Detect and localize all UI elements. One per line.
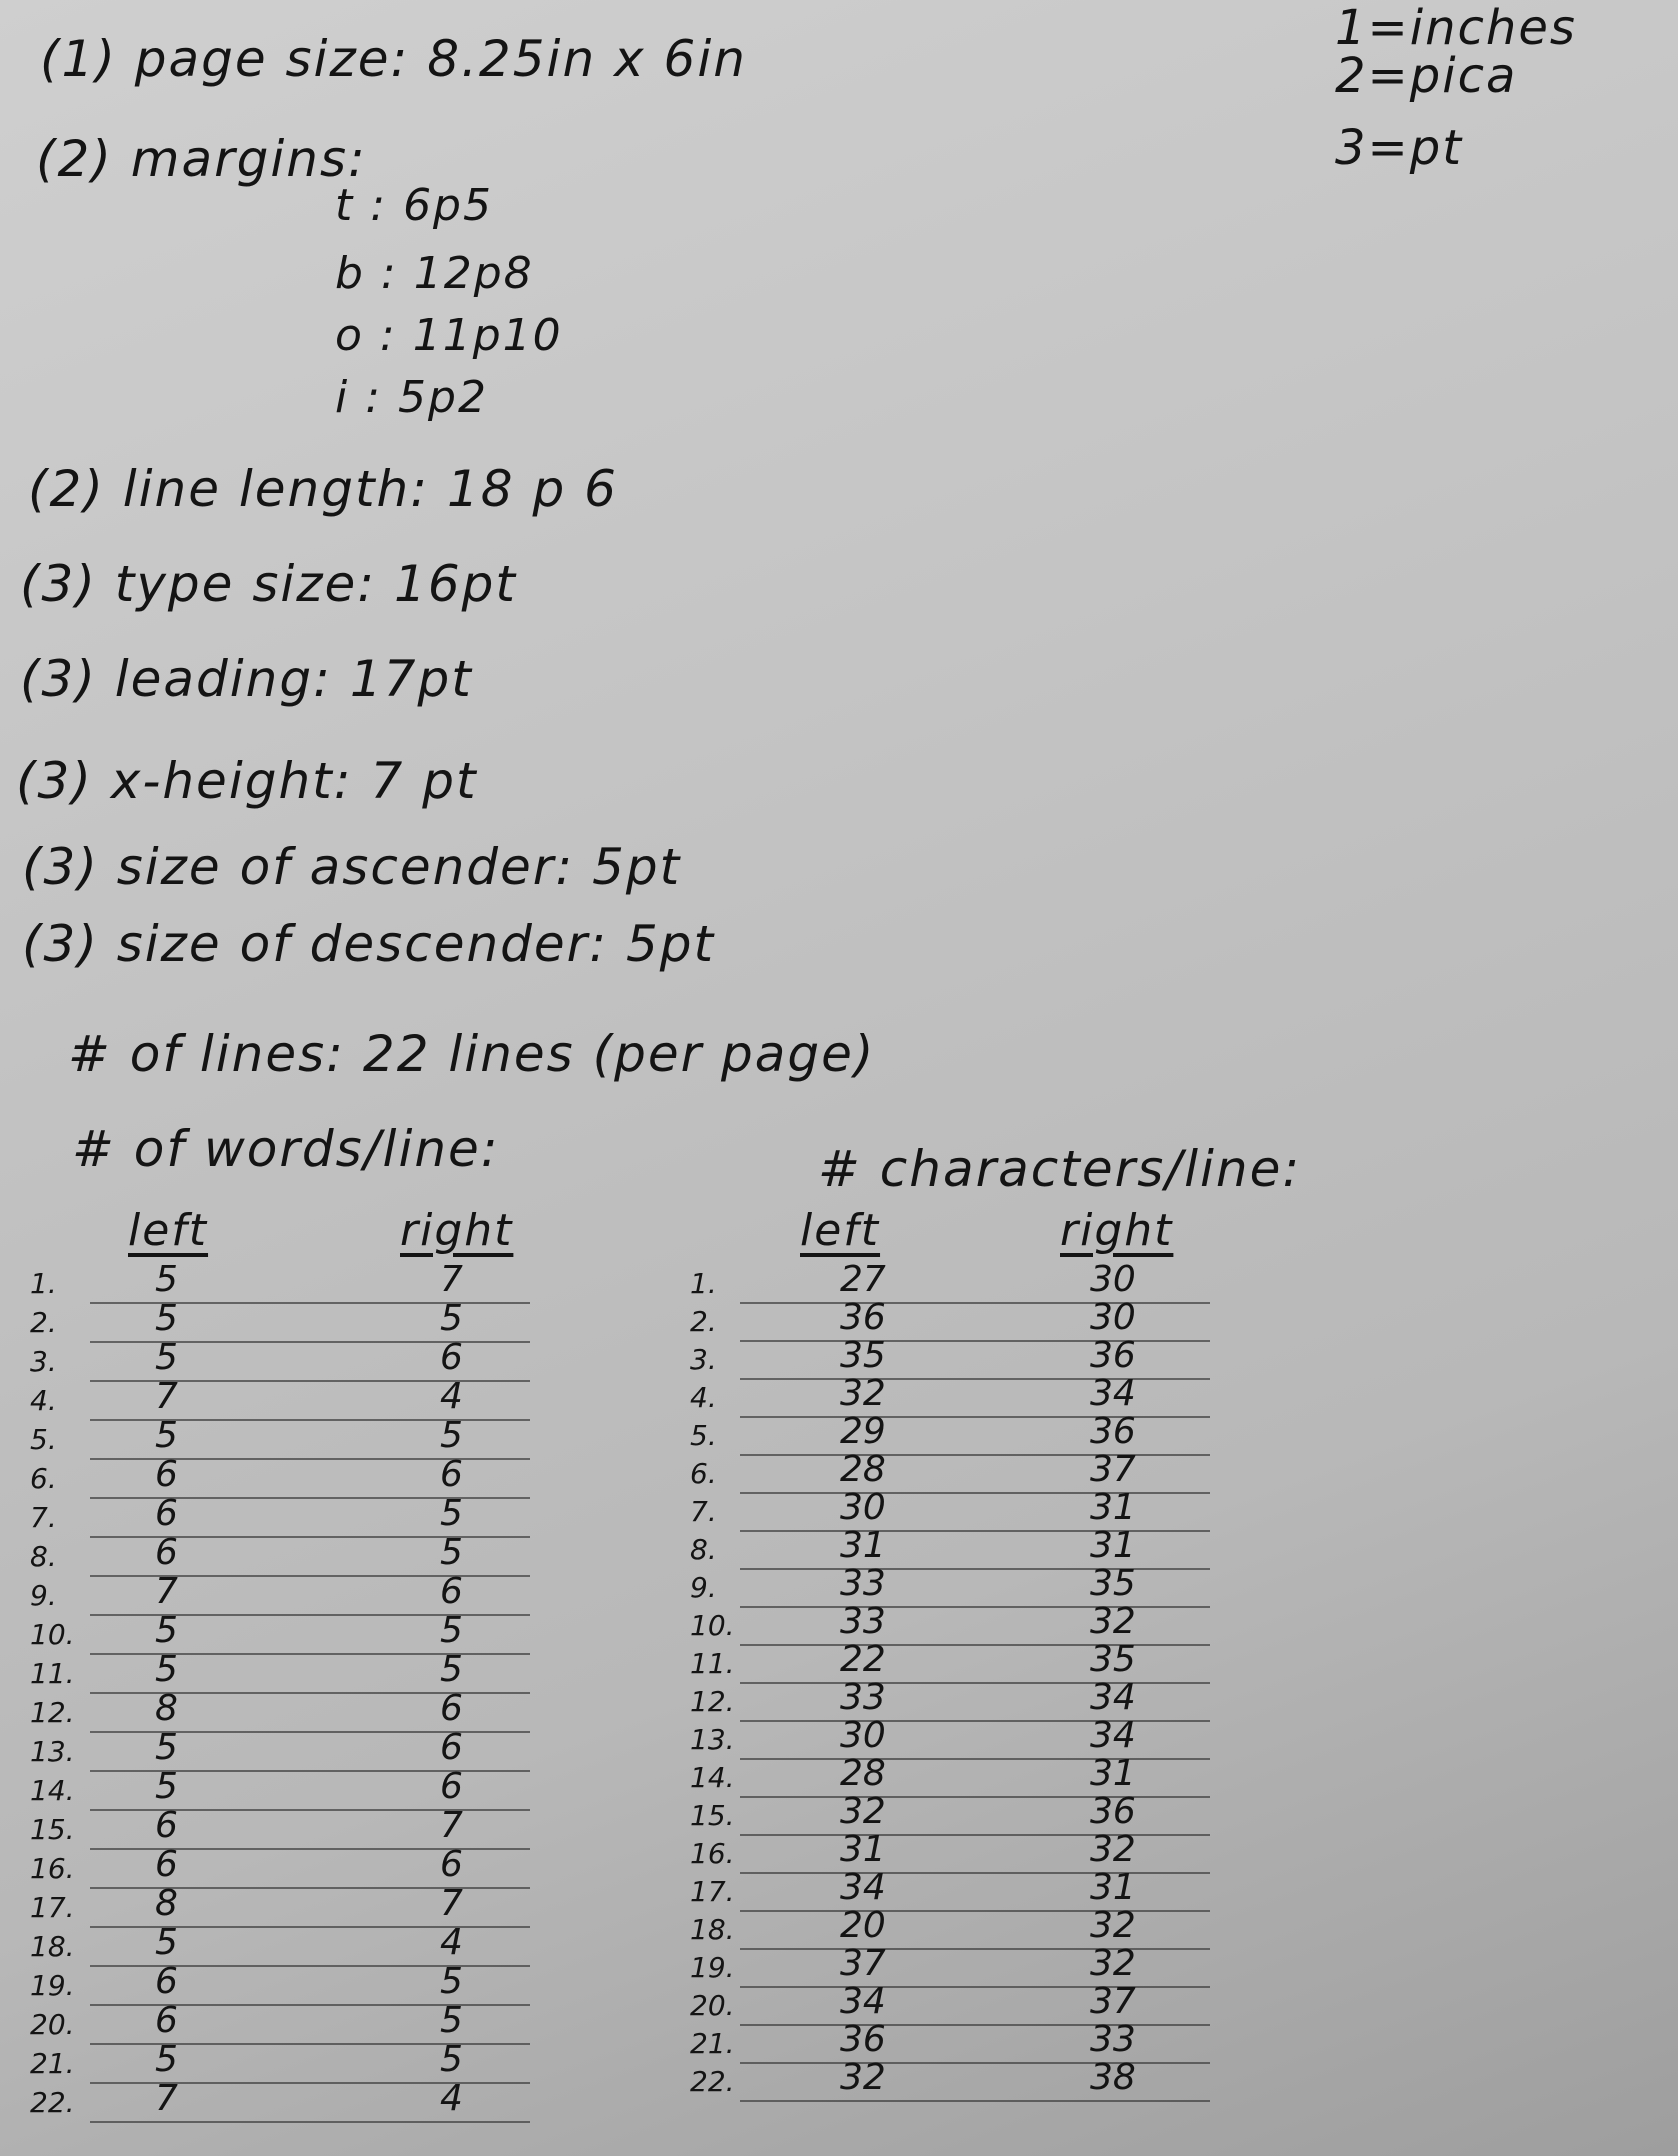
row-number: 10. <box>30 1618 75 1651</box>
row-number: 18. <box>30 1930 75 1963</box>
words-title: # of words/line: <box>72 1120 500 1178</box>
left-value: 20 <box>840 1905 886 1946</box>
left-value: 33 <box>840 1677 886 1718</box>
right-value: 5 <box>440 1610 463 1651</box>
table-row <box>30 1454 550 1499</box>
spec-value: 5pt <box>592 838 682 896</box>
table-row <box>30 1532 550 1577</box>
row-number: 20. <box>690 1989 735 2022</box>
spec-value: 8.25in x 6in <box>427 30 747 88</box>
margin-side: o <box>335 310 364 361</box>
left-value: 31 <box>840 1829 886 1870</box>
right-value: 7 <box>440 1883 463 1924</box>
left-value: 8 <box>155 1883 178 1924</box>
row-number: 21. <box>690 2027 735 2060</box>
margin-outside: o : 11p10 <box>335 310 563 361</box>
chars-title: # characters/line: <box>818 1140 1302 1198</box>
right-value: 4 <box>440 2078 463 2119</box>
left-value: 6 <box>155 1805 178 1846</box>
table-row <box>30 1844 550 1889</box>
row-number: 9. <box>690 1571 717 1604</box>
spec-value: 7 pt <box>370 752 478 810</box>
row-number: 18. <box>690 1913 735 1946</box>
left-value: 36 <box>840 2019 886 2060</box>
left-value: 37 <box>840 1943 886 1984</box>
left-value: 29 <box>840 1411 886 1452</box>
row-number: 13. <box>690 1723 735 1756</box>
row-number: 6. <box>30 1462 57 1495</box>
left-value: 6 <box>155 1454 178 1495</box>
right-value: 6 <box>440 1727 463 1768</box>
table-row <box>30 1415 550 1460</box>
right-value: 34 <box>1090 1677 1136 1718</box>
spec-value: 18 p 6 <box>447 460 618 518</box>
left-value: 30 <box>840 1487 886 1528</box>
margin-value: 6p5 <box>403 180 493 231</box>
table-row <box>30 1298 550 1343</box>
words-col-left: left <box>128 1205 209 1256</box>
words-table <box>30 1259 550 2146</box>
table-row <box>30 2078 550 2123</box>
right-value: 6 <box>440 1688 463 1729</box>
spec-tag: (3) <box>16 752 93 810</box>
legend-pt: 3=pt <box>1335 120 1464 176</box>
right-value: 32 <box>1090 1829 1136 1870</box>
left-value: 7 <box>155 1571 178 1612</box>
left-value: 32 <box>840 1373 886 1414</box>
right-value: 7 <box>440 1805 463 1846</box>
right-value: 31 <box>1090 1867 1136 1908</box>
left-value: 34 <box>840 1981 886 2022</box>
spec-value: 5pt <box>625 915 716 973</box>
table-row <box>30 2039 550 2084</box>
row-number: 3. <box>690 1343 717 1376</box>
row-number: 6. <box>690 1457 717 1490</box>
row-number: 11. <box>690 1647 735 1680</box>
chars-table <box>690 1259 1210 2146</box>
lines-per-page: # of lines: 22 lines (per page) <box>68 1025 876 1083</box>
row-number: 5. <box>30 1423 57 1456</box>
table-row <box>30 1610 550 1655</box>
spec-tag: (1) <box>40 30 117 88</box>
row-number: 14. <box>30 1774 75 1807</box>
right-value: 5 <box>440 1532 463 1573</box>
spec-line-length <box>28 460 618 518</box>
right-value: 31 <box>1090 1487 1136 1528</box>
right-value: 30 <box>1090 1297 1136 1338</box>
row-number: 20. <box>30 2008 75 2041</box>
row-number: 2. <box>690 1305 717 1338</box>
left-value: 22 <box>840 1639 886 1680</box>
right-value: 37 <box>1090 1981 1136 2022</box>
right-value: 4 <box>440 1376 463 1417</box>
right-value: 35 <box>1090 1563 1136 1604</box>
row-number: 21. <box>30 2047 75 2080</box>
table-row <box>30 1376 550 1421</box>
chars-col-right: right <box>1060 1205 1174 1256</box>
row-number: 1. <box>30 1267 57 1300</box>
spec-label: x-height: <box>110 752 353 810</box>
left-value: 7 <box>155 2078 178 2119</box>
right-value: 32 <box>1090 1905 1136 1946</box>
right-value: 36 <box>1090 1335 1136 1376</box>
margin-top: t : 6p5 <box>335 180 493 231</box>
left-value: 5 <box>155 2039 178 2080</box>
left-value: 6 <box>155 1493 178 1534</box>
row-number: 22. <box>30 2086 75 2119</box>
left-value: 32 <box>840 1791 886 1832</box>
left-value: 36 <box>840 1297 886 1338</box>
left-value: 31 <box>840 1525 886 1566</box>
right-value: 7 <box>440 1259 463 1300</box>
right-value: 38 <box>1090 2057 1136 2098</box>
right-value: 6 <box>440 1571 463 1612</box>
legend-pica: 2=pica <box>1335 48 1518 104</box>
table-row <box>30 1259 550 1304</box>
left-value: 5 <box>155 1727 178 1768</box>
left-value: 35 <box>840 1335 886 1376</box>
left-value: 32 <box>840 2057 886 2098</box>
margin-value: 12p8 <box>413 248 534 299</box>
table-row <box>30 1805 550 1850</box>
spec-tag: (2) <box>28 460 105 518</box>
margin-side: b <box>335 248 365 299</box>
row-number: 10. <box>690 1609 735 1642</box>
spec-type-size <box>20 555 517 613</box>
spec-label: line length: <box>122 460 430 518</box>
right-value: 5 <box>440 1493 463 1534</box>
left-value: 5 <box>155 1259 178 1300</box>
left-value: 7 <box>155 1376 178 1417</box>
spec-x-height <box>16 752 478 810</box>
spec-margins <box>36 130 367 188</box>
row-number: 11. <box>30 1657 75 1690</box>
row-number: 15. <box>30 1813 75 1846</box>
row-number: 12. <box>30 1696 75 1729</box>
row-number: 16. <box>30 1852 75 1885</box>
row-number: 5. <box>690 1419 717 1452</box>
left-value: 6 <box>155 1532 178 1573</box>
right-value: 6 <box>440 1766 463 1807</box>
row-number: 2. <box>30 1306 57 1339</box>
table-row <box>30 1883 550 1928</box>
spec-label: size of ascender: <box>116 838 575 896</box>
spec-page-size <box>40 30 747 88</box>
left-value: 5 <box>155 1610 178 1651</box>
row-number: 22. <box>690 2065 735 2098</box>
left-value: 5 <box>155 1337 178 1378</box>
left-value: 5 <box>155 1415 178 1456</box>
row-number: 8. <box>690 1533 717 1566</box>
left-value: 34 <box>840 1867 886 1908</box>
margin-value: 5p2 <box>398 372 488 423</box>
left-value: 6 <box>155 1844 178 1885</box>
left-value: 30 <box>840 1715 886 1756</box>
left-value: 33 <box>840 1601 886 1642</box>
ruled-line <box>90 2121 530 2123</box>
left-value: 28 <box>840 1753 886 1794</box>
right-value: 5 <box>440 1298 463 1339</box>
spec-label: margins: <box>130 130 367 188</box>
left-value: 5 <box>155 1766 178 1807</box>
row-number: 8. <box>30 1540 57 1573</box>
table-row <box>30 1649 550 1694</box>
left-value: 27 <box>840 1259 886 1300</box>
row-number: 15. <box>690 1799 735 1832</box>
right-value: 37 <box>1090 1449 1136 1490</box>
spec-tag: (3) <box>22 838 99 896</box>
left-value: 5 <box>155 1298 178 1339</box>
row-number: 1. <box>690 1267 717 1300</box>
left-value: 5 <box>155 1922 178 1963</box>
spec-tag: (2) <box>36 130 113 188</box>
row-number: 4. <box>690 1381 717 1414</box>
left-value: 8 <box>155 1688 178 1729</box>
right-value: 5 <box>440 1961 463 2002</box>
right-value: 31 <box>1090 1753 1136 1794</box>
right-value: 32 <box>1090 1943 1136 1984</box>
right-value: 35 <box>1090 1639 1136 1680</box>
table-row <box>30 2000 550 2045</box>
row-number: 19. <box>690 1951 735 1984</box>
right-value: 6 <box>440 1454 463 1495</box>
right-value: 5 <box>440 1649 463 1690</box>
right-value: 5 <box>440 1415 463 1456</box>
row-number: 17. <box>690 1875 735 1908</box>
row-number: 9. <box>30 1579 57 1612</box>
margin-value: 11p10 <box>412 310 563 361</box>
table-row <box>690 2057 1210 2102</box>
right-value: 34 <box>1090 1715 1136 1756</box>
table-row <box>30 1688 550 1733</box>
right-value: 5 <box>440 2000 463 2041</box>
table-row <box>30 1766 550 1811</box>
margin-bottom: b : 12p8 <box>335 248 534 299</box>
spec-label: leading: <box>114 650 332 708</box>
table-row <box>30 1961 550 2006</box>
spec-label: type size: <box>114 555 377 613</box>
left-value: 33 <box>840 1563 886 1604</box>
legend-inches: 1=inches <box>1335 0 1577 56</box>
left-value: 6 <box>155 1961 178 2002</box>
row-number: 3. <box>30 1345 57 1378</box>
left-value: 6 <box>155 2000 178 2041</box>
table-row <box>30 1727 550 1772</box>
ruled-line <box>740 2100 1210 2102</box>
chars-col-left: left <box>800 1205 881 1256</box>
row-number: 12. <box>690 1685 735 1718</box>
right-value: 36 <box>1090 1411 1136 1452</box>
margin-inside: i : 5p2 <box>335 372 488 423</box>
spec-value: 17pt <box>349 650 473 708</box>
row-number: 4. <box>30 1384 57 1417</box>
table-row <box>30 1493 550 1538</box>
row-number: 14. <box>690 1761 735 1794</box>
spec-label: size of descender: <box>116 915 609 973</box>
margin-side: t <box>335 180 355 231</box>
row-number: 17. <box>30 1891 75 1924</box>
left-value: 5 <box>155 1649 178 1690</box>
spec-leading <box>20 650 473 708</box>
right-value: 31 <box>1090 1525 1136 1566</box>
spec-descender <box>22 915 715 973</box>
right-value: 34 <box>1090 1373 1136 1414</box>
right-value: 4 <box>440 1922 463 1963</box>
row-number: 7. <box>30 1501 57 1534</box>
margin-side: i <box>335 372 350 423</box>
words-col-right: right <box>400 1205 514 1256</box>
right-value: 32 <box>1090 1601 1136 1642</box>
table-row <box>30 1337 550 1382</box>
right-value: 6 <box>440 1337 463 1378</box>
left-value: 28 <box>840 1449 886 1490</box>
spec-value: 16pt <box>394 555 517 613</box>
right-value: 36 <box>1090 1791 1136 1832</box>
row-number: 19. <box>30 1969 75 2002</box>
spec-tag: (3) <box>20 555 97 613</box>
row-number: 13. <box>30 1735 75 1768</box>
row-number: 7. <box>690 1495 717 1528</box>
right-value: 33 <box>1090 2019 1136 2060</box>
right-value: 5 <box>440 2039 463 2080</box>
right-value: 6 <box>440 1844 463 1885</box>
row-number: 16. <box>690 1837 735 1870</box>
table-row <box>30 1922 550 1967</box>
right-value: 30 <box>1090 1259 1136 1300</box>
table-row <box>30 1571 550 1616</box>
spec-tag: (3) <box>20 650 97 708</box>
spec-ascender <box>22 838 681 896</box>
spec-tag: (3) <box>22 915 99 973</box>
spec-label: page size: <box>134 30 410 88</box>
